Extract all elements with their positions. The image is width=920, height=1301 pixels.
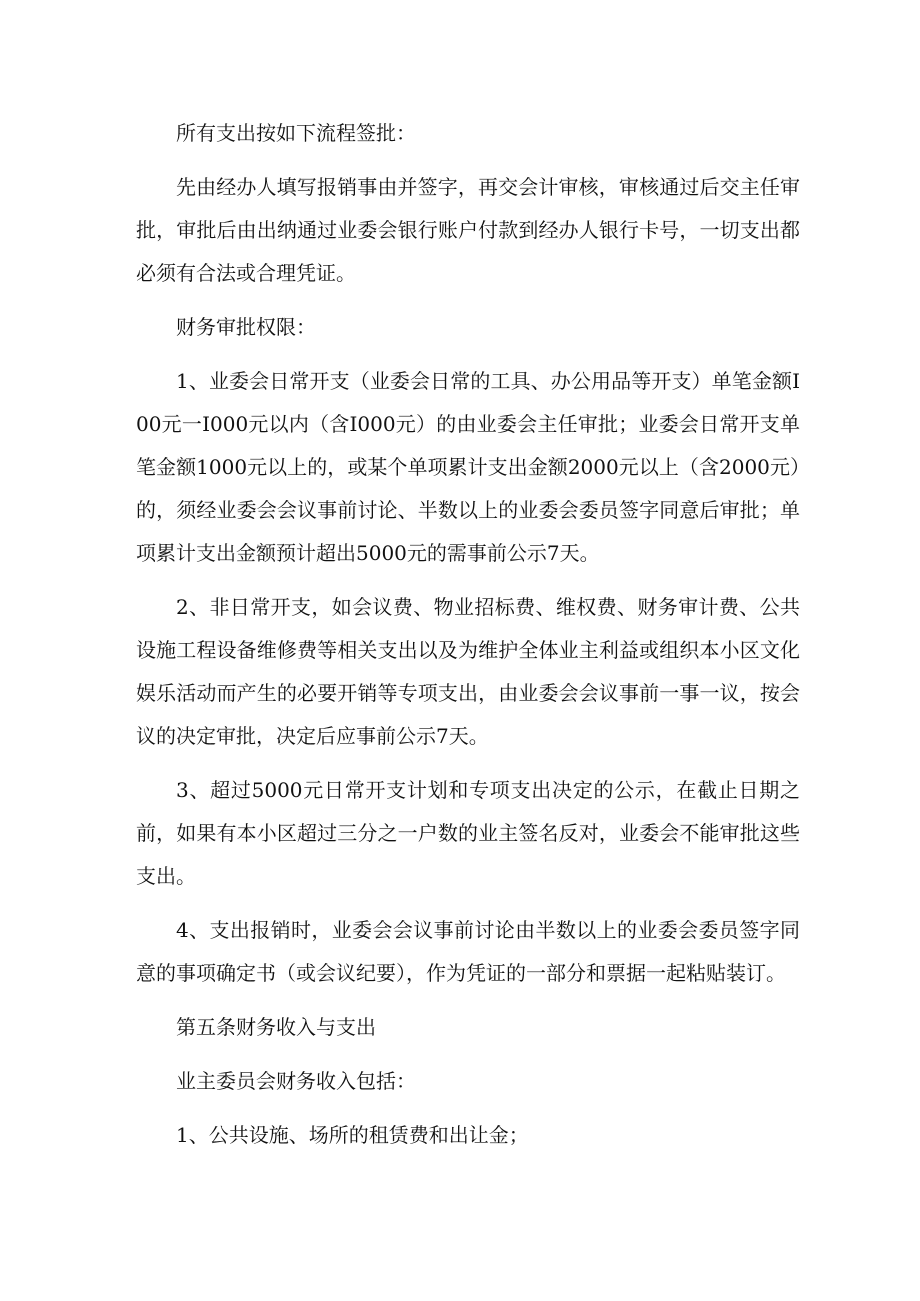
section-heading-article-5: 第五条财务收入与支出	[176, 1015, 376, 1039]
paragraph-item-1: 1、业委会日常开支（业委会日常的工具、办公用品等开支）单笔金额I00元一I000元以内（含I000元）的由业委会主任审批；业委会日常开支单笔金额1000元以上的，或某个单项累计支出金额2000元以上（含2000元）的，须经业委会会议事前讨论、半数以上的业委会委员签字同意后审批；单项累计支出金额预计超出5000元的需事前公示7天。	[136, 369, 800, 565]
document-body	[136, 112, 800, 1168]
paragraph-income-item-1: 1、公共设施、场所的租赁费和出让金；	[176, 1123, 529, 1147]
paragraph-item-3: 3、超过5000元日常开支计划和专项支出决定的公示，在截止日期之前，如果有本小区超过三分之一户数的业主签名反对，业委会不能审批这些支出。	[136, 778, 800, 888]
paragraph-item-4: 4、支出报销时，业委会会议事前讨论由半数以上的业委会委员签字同意的事项确定书（或会议纪要），作为凭证的一部分和票据一起粘贴装订。	[136, 918, 800, 985]
paragraph-item-2: 2、非日常开支，如会议费、物业招标费、维权费、财务审计费、公共设施工程设备维修费等相关支出以及为维护全体业主利益或组织本小区文化娱乐活动而产生的必要开销等专项支出，由业委会会议事前一事一议，按会议的决定审批，决定后应事前公示7天。	[136, 595, 800, 748]
paragraph-approval-authority-heading: 财务审批权限：	[176, 315, 316, 339]
paragraph-approval-flow: 先由经办人填写报销事由并签字，再交会计审核，审核通过后交主任审批，审批后由出纳通过业委会银行账户付款到经办人银行卡号，一切支出都必须有合法或合理凭证。	[136, 175, 800, 285]
paragraph-approval-flow-heading: 所有支出按如下流程签批：	[176, 121, 416, 145]
paragraph-income-heading: 业主委员会财务收入包括：	[176, 1069, 416, 1093]
